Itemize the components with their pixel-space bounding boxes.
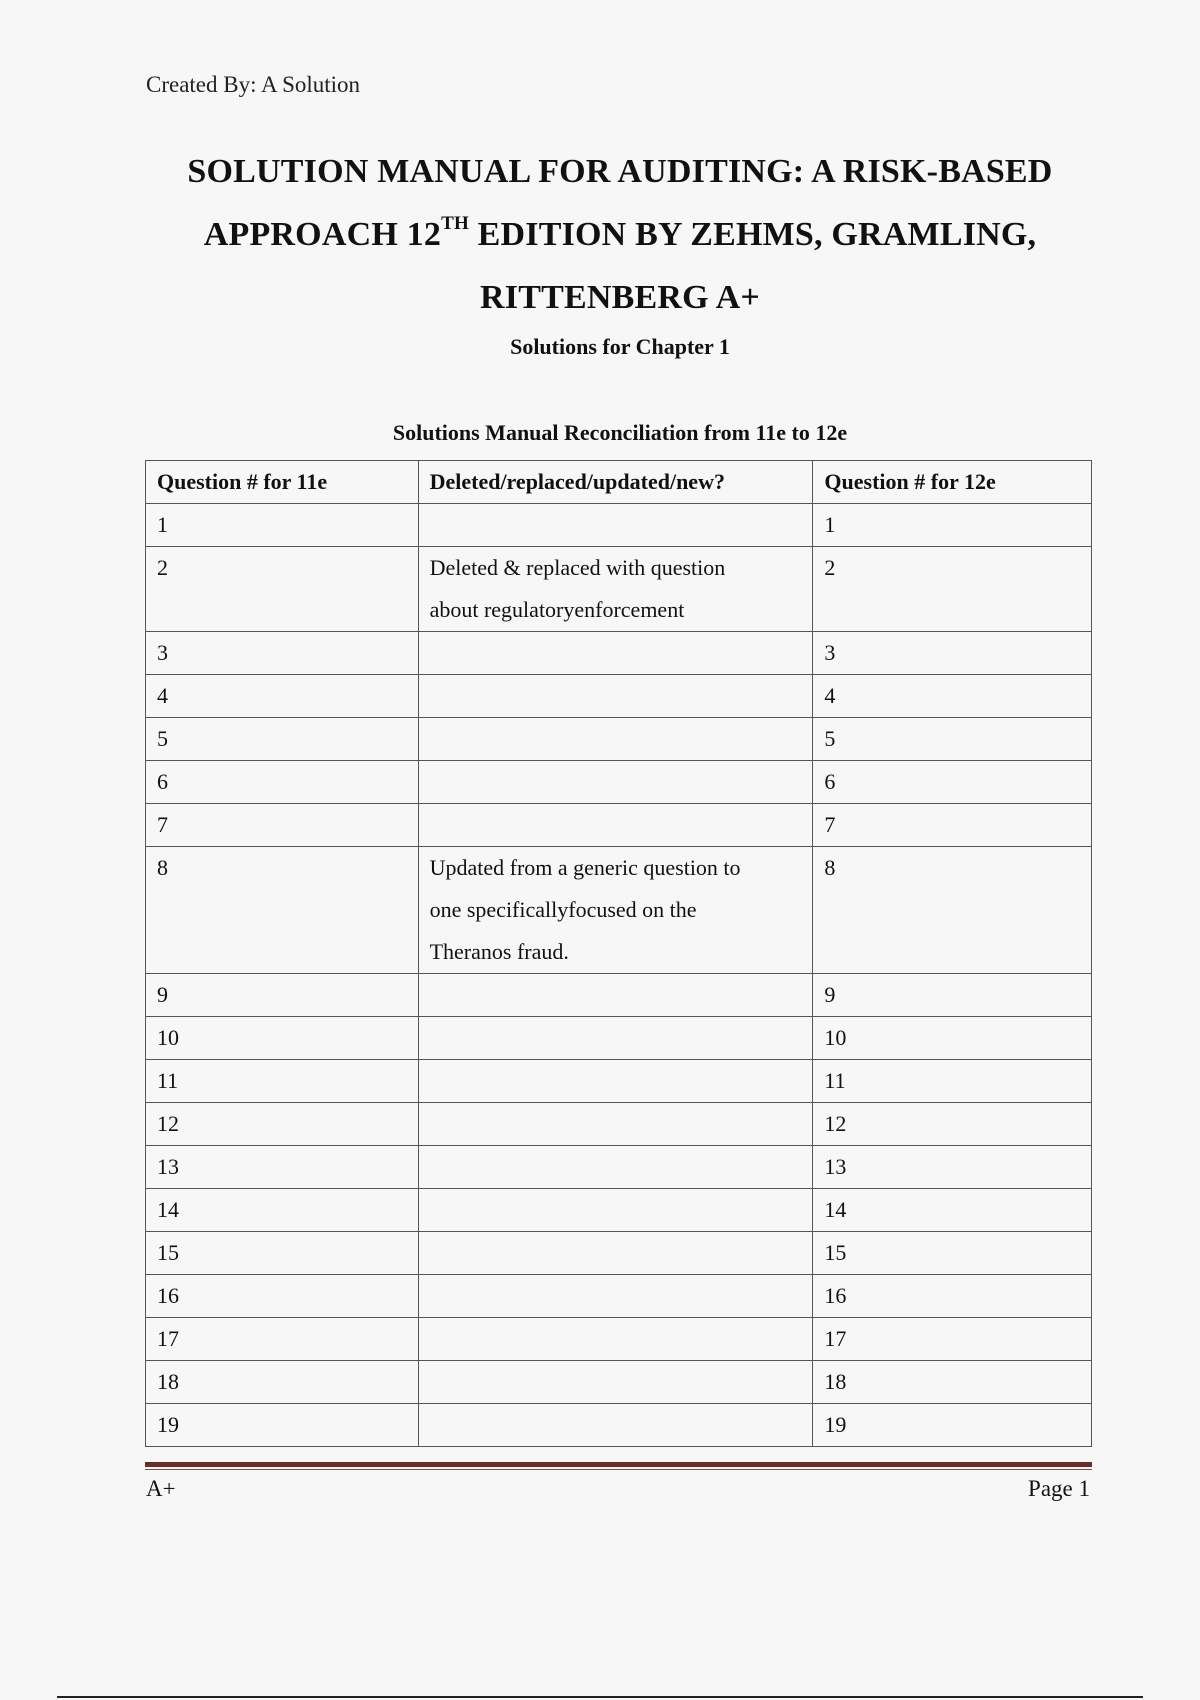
table-row <box>146 1318 1092 1361</box>
cell-question-12e: 6 <box>813 761 1092 804</box>
document-title <box>100 140 1140 329</box>
header-question-11e: Question # for 11e <box>146 461 419 504</box>
title-line-2-end: EDITION BY ZEHMS, GRAMLING, <box>468 216 1037 253</box>
cell-question-12e: 14 <box>813 1189 1092 1232</box>
table-row <box>146 1189 1092 1232</box>
cell-change-status <box>418 1146 813 1189</box>
cell-question-12e: 1 <box>813 504 1092 547</box>
cell-change-status <box>418 675 813 718</box>
change-text-line: Updated from a generic question to <box>429 855 741 880</box>
table-row <box>146 1060 1092 1103</box>
cell-question-11e: 8 <box>146 847 419 974</box>
table-body <box>146 504 1092 1447</box>
cell-question-11e: 1 <box>146 504 419 547</box>
title-line-2 <box>100 203 1140 266</box>
cell-question-12e: 18 <box>813 1361 1092 1404</box>
header-question-12e: Question # for 12e <box>813 461 1092 504</box>
cell-question-11e: 19 <box>146 1404 419 1447</box>
cell-change-status <box>418 632 813 675</box>
cell-question-12e: 3 <box>813 632 1092 675</box>
page-bottom-edge <box>57 1696 1143 1698</box>
page-number: Page 1 <box>1028 1476 1090 1501</box>
cell-change-status <box>418 547 813 632</box>
cell-question-11e: 16 <box>146 1275 419 1318</box>
table-row <box>146 675 1092 718</box>
cell-question-12e: 10 <box>813 1017 1092 1060</box>
cell-question-11e: 4 <box>146 675 419 718</box>
cell-change-status <box>418 1361 813 1404</box>
cell-change-status <box>418 504 813 547</box>
footer-divider-thin <box>145 1469 1092 1470</box>
change-text-line: one specificallyfocused on the <box>429 897 697 922</box>
cell-change-status <box>418 718 813 761</box>
table-row <box>146 1404 1092 1447</box>
table-row <box>146 718 1092 761</box>
table-header-row <box>146 461 1092 504</box>
cell-question-12e: 13 <box>813 1146 1092 1189</box>
cell-question-11e: 11 <box>146 1060 419 1103</box>
table-row <box>146 1361 1092 1404</box>
cell-change-status <box>418 761 813 804</box>
cell-change-status <box>418 974 813 1017</box>
cell-change-status <box>418 1232 813 1275</box>
header-change-status: Deleted/replaced/updated/new? <box>418 461 813 504</box>
cell-question-11e: 15 <box>146 1232 419 1275</box>
cell-change-status <box>418 847 813 974</box>
table-row <box>146 847 1092 974</box>
table-row <box>146 632 1092 675</box>
cell-question-12e: 19 <box>813 1404 1092 1447</box>
table-row <box>146 761 1092 804</box>
cell-question-12e: 17 <box>813 1318 1092 1361</box>
cell-question-12e: 5 <box>813 718 1092 761</box>
change-text-line: about regulatoryenforcement <box>429 597 685 622</box>
cell-question-11e: 18 <box>146 1361 419 1404</box>
title-line-3: RITTENBERG A+ <box>480 279 760 316</box>
change-text-line: Theranos fraud. <box>429 939 569 964</box>
chapter-subtitle: Solutions for Chapter 1 <box>510 334 730 359</box>
cell-question-11e: 5 <box>146 718 419 761</box>
table-row <box>146 504 1092 547</box>
cell-change-status <box>418 1103 813 1146</box>
table-row <box>146 1232 1092 1275</box>
cell-question-12e: 12 <box>813 1103 1092 1146</box>
title-line-1: SOLUTION MANUAL FOR AUDITING: A RISK-BASED <box>187 153 1053 190</box>
cell-change-status <box>418 1017 813 1060</box>
table-caption: Solutions Manual Reconciliation from 11e to 12e <box>392 420 848 445</box>
table-row <box>146 1146 1092 1189</box>
title-edition-superscript: TH <box>441 213 469 234</box>
cell-question-12e: 16 <box>813 1275 1092 1318</box>
cell-question-12e: 7 <box>813 804 1092 847</box>
cell-question-12e: 8 <box>813 847 1092 974</box>
cell-question-11e: 12 <box>146 1103 419 1146</box>
title-line-2-start: APPROACH 12 <box>203 216 442 253</box>
cell-question-12e: 4 <box>813 675 1092 718</box>
cell-question-11e: 9 <box>146 974 419 1017</box>
table-row <box>146 1103 1092 1146</box>
cell-question-12e: 2 <box>813 547 1092 632</box>
cell-change-status <box>418 1318 813 1361</box>
footer-divider <box>145 1462 1092 1467</box>
cell-question-11e: 7 <box>146 804 419 847</box>
cell-question-11e: 13 <box>146 1146 419 1189</box>
cell-question-11e: 17 <box>146 1318 419 1361</box>
table-row <box>146 804 1092 847</box>
cell-change-status <box>418 1060 813 1103</box>
table-row <box>146 1275 1092 1318</box>
created-by-header: Created By: A Solution <box>146 72 361 97</box>
cell-question-12e: 9 <box>813 974 1092 1017</box>
cell-question-11e: 2 <box>146 547 419 632</box>
cell-question-12e: 15 <box>813 1232 1092 1275</box>
cell-change-status <box>418 804 813 847</box>
cell-question-11e: 10 <box>146 1017 419 1060</box>
cell-change-status <box>418 1404 813 1447</box>
cell-question-11e: 3 <box>146 632 419 675</box>
reconciliation-table <box>145 460 1092 1447</box>
table-row <box>146 1017 1092 1060</box>
change-text-line: Deleted & replaced with question <box>429 555 726 580</box>
table-row <box>146 974 1092 1017</box>
cell-question-12e: 11 <box>813 1060 1092 1103</box>
cell-question-11e: 6 <box>146 761 419 804</box>
cell-change-status <box>418 1189 813 1232</box>
cell-change-status <box>418 1275 813 1318</box>
cell-question-11e: 14 <box>146 1189 419 1232</box>
footer-left-text: A+ <box>146 1476 176 1501</box>
table-row <box>146 547 1092 632</box>
